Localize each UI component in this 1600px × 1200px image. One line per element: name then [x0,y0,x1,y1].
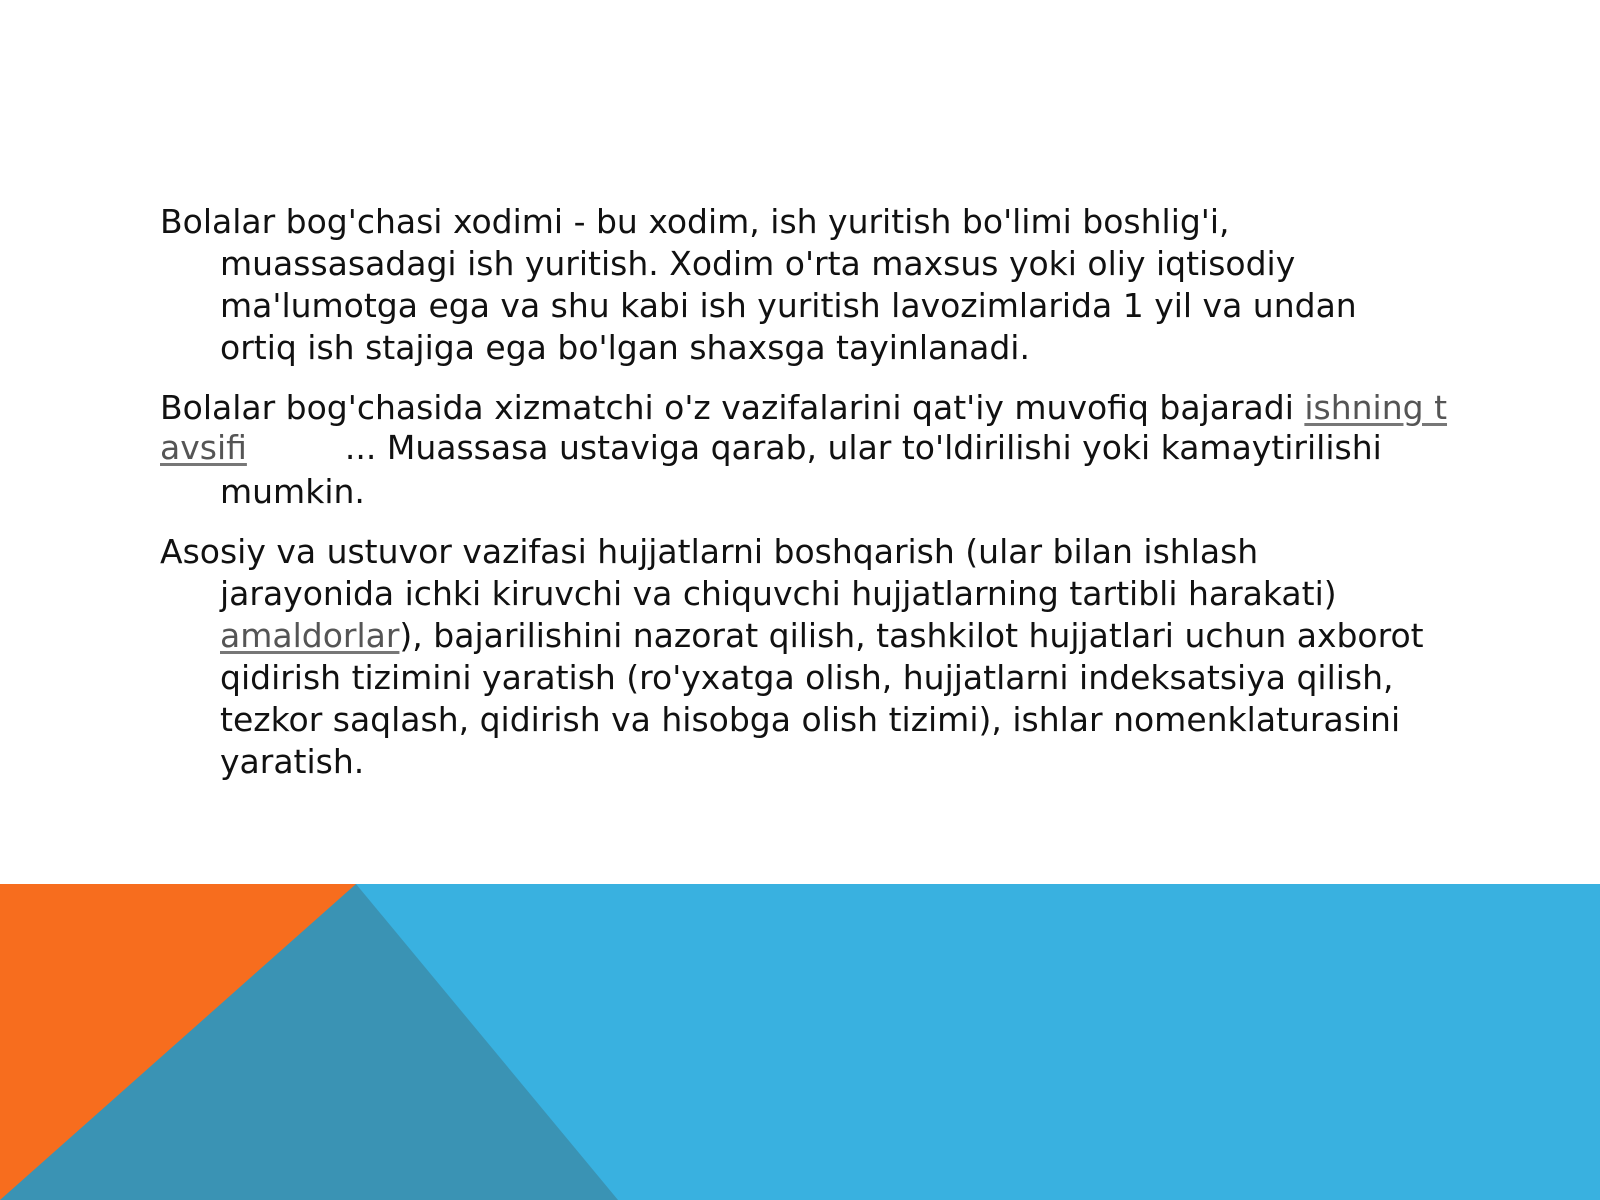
paragraph-text: ... Muassasa ustaviga qarab, ular to'ldirilishi yoki kamaytirilishi [344,428,1382,467]
paragraph-duties [160,387,1448,513]
paragraph-employee-definition [160,201,1442,369]
paragraph-text: mumkin. [220,472,365,511]
job-description-link[interactable]: ishning t [1304,388,1448,427]
job-description-link-continued[interactable]: avsifi [160,428,247,467]
officials-link[interactable]: amaldorlar [220,616,400,655]
paragraph-text: Asosiy va ustuvor vazifasi hujjatlarni boshqarish (ular bilan ishlash jarayonida ichki kiruvchi va chiquvchi hujjatlarning tartibli harakati) [160,532,1337,613]
paragraph-text: Bolalar bog'chasida xizmatchi o'z vazifalarini qat'iy muvofiq bajaradi [160,388,1305,427]
paragraph-main-task [160,531,1442,783]
paragraph-text: Bolalar bog'chasi xodimi - bu xodim, ish yuritish bo'limi boshlig'i, muassasadagi ish yuritish. Xodim o'rta maxsus yoki oliy iqtisodiy ma'lumotga ega va shu kabi ish yuritish lavozimlarida 1 yil va undan ortiq ish stajiga ega bo'lgan shaxsga tayinlanadi. [160,202,1357,367]
paragraph-line [160,429,1442,467]
footer-graphic [0,884,1600,1200]
footer-decoration [0,884,1600,1200]
paragraph-text: ), bajarilishini nazorat qilish, tashkilot hujjatlari uchun axborot qidirish tizimini yaratish (ro'yxatga olish, hujjatlarni indeksatsiya qilish, tezkor saqlash, qidirish va hisobga olish tizimi), ishlar nomenklaturasini yaratish. [220,616,1424,781]
paragraph-line [160,388,1447,427]
paragraph-line [220,471,1442,513]
slide-body [160,201,1448,801]
